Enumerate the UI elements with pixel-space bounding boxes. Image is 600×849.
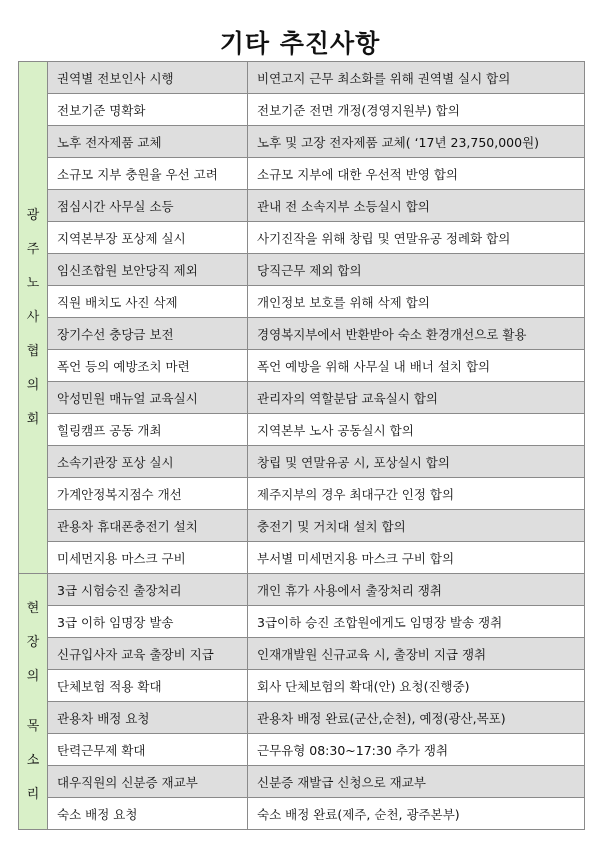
result-cell: 충전기 및 거치대 설치 합의: [248, 510, 585, 542]
table-row: [19, 414, 585, 446]
item-cell: 단체보험 적용 확대: [48, 670, 248, 702]
result-cell: 폭언 예방을 위해 사무실 내 배너 설치 합의: [248, 350, 585, 382]
table-row: [19, 382, 585, 414]
item-cell: 소속기관장 포상 실시: [48, 446, 248, 478]
result-cell: 관리자의 역할분담 교육실시 합의: [248, 382, 585, 414]
result-cell: 근무유형 08:30~17:30 추가 쟁취: [248, 734, 585, 766]
table-row: [19, 766, 585, 798]
item-cell: 악성민원 매뉴얼 교육실시: [48, 382, 248, 414]
section-label-char: 광: [26, 207, 40, 223]
item-cell: 3급 이하 임명장 발송: [48, 606, 248, 638]
item-cell: 권역별 전보인사 시행: [48, 62, 248, 94]
table-row: [19, 126, 585, 158]
section-label-field-voice: [19, 574, 48, 830]
result-cell: 3급이하 승진 조합원에게도 임명장 발송 쟁취: [248, 606, 585, 638]
section-label-char: 노: [26, 275, 40, 291]
item-cell: 노후 전자제품 교체: [48, 126, 248, 158]
result-cell: 인재개발원 신규교육 시, 출장비 지급 쟁취: [248, 638, 585, 670]
section-label-labor-council: [19, 62, 48, 574]
item-cell: 직원 배치도 사진 삭제: [48, 286, 248, 318]
table-row: [19, 478, 585, 510]
section-label-char: 주: [26, 241, 40, 257]
item-cell: 임신조합원 보안당직 제외: [48, 254, 248, 286]
result-cell: 비연고지 근무 최소화를 위해 권역별 실시 합의: [248, 62, 585, 94]
section-label-char: 목: [26, 718, 40, 734]
item-cell: 폭언 등의 예방조치 마련: [48, 350, 248, 382]
table-row: [19, 542, 585, 574]
result-cell: 신분증 재발급 신청으로 재교부: [248, 766, 585, 798]
result-cell: 개인 휴가 사용에서 출장처리 쟁취: [248, 574, 585, 606]
section-label-char: 현: [26, 600, 40, 616]
table-row: [19, 286, 585, 318]
table-row: [19, 62, 585, 94]
result-cell: 관내 전 소속지부 소등실시 합의: [248, 190, 585, 222]
result-cell: 부서별 미세먼지용 마스크 구비 합의: [248, 542, 585, 574]
table-row: [19, 254, 585, 286]
result-cell: 경영복지부에서 반환받아 숙소 환경개선으로 활용: [248, 318, 585, 350]
table-row: [19, 798, 585, 830]
table-row: [19, 446, 585, 478]
table-row: [19, 734, 585, 766]
result-cell: 지역본부 노사 공동실시 합의: [248, 414, 585, 446]
section-label-char: 의: [26, 377, 40, 393]
item-cell: 숙소 배정 요청: [48, 798, 248, 830]
item-cell: 전보기준 명확화: [48, 94, 248, 126]
item-cell: 3급 시험승진 출장처리: [48, 574, 248, 606]
table-row: [19, 94, 585, 126]
table-row: [19, 574, 585, 606]
item-cell: 가계안정복지점수 개선: [48, 478, 248, 510]
activities-table: [18, 61, 585, 830]
result-cell: 소규모 지부에 대한 우선적 반영 합의: [248, 158, 585, 190]
table-row: [19, 670, 585, 702]
item-cell: 탄력근무제 확대: [48, 734, 248, 766]
section-label-char: 소: [26, 752, 40, 768]
result-cell: 창립 및 연말유공 시, 포상실시 합의: [248, 446, 585, 478]
item-cell: 미세먼지용 마스크 구비: [48, 542, 248, 574]
table-row: [19, 350, 585, 382]
table-row: [19, 510, 585, 542]
result-cell: 회사 단체보험의 확대(안) 요청(진행중): [248, 670, 585, 702]
result-cell: 당직근무 제외 합의: [248, 254, 585, 286]
section-label-char: 장: [26, 634, 40, 650]
item-cell: 관용차 휴대폰충전기 설치: [48, 510, 248, 542]
result-cell: 관용차 배정 완료(군산,순천), 예정(광산,목포): [248, 702, 585, 734]
section-label-char: 사: [26, 309, 40, 325]
section-label-char: 회: [26, 411, 40, 427]
table-row: [19, 702, 585, 734]
item-cell: 힐링캠프 공동 개최: [48, 414, 248, 446]
table-row: [19, 606, 585, 638]
item-cell: 장기수선 충당금 보전: [48, 318, 248, 350]
section-label-char: 협: [26, 343, 40, 359]
table-row: [19, 638, 585, 670]
result-cell: 노후 및 고장 전자제품 교체( ‘17년 23,750,000원): [248, 126, 585, 158]
result-cell: 사기진작을 위해 창립 및 연말유공 정례화 합의: [248, 222, 585, 254]
item-cell: 지역본부장 포상제 실시: [48, 222, 248, 254]
section-label-char: 의: [26, 668, 40, 684]
item-cell: 신규입사자 교육 출장비 지급: [48, 638, 248, 670]
table-row: [19, 318, 585, 350]
result-cell: 제주지부의 경우 최대구간 인정 합의: [248, 478, 585, 510]
item-cell: 대우직원의 신분증 재교부: [48, 766, 248, 798]
result-cell: 숙소 배정 완료(제주, 순천, 광주본부): [248, 798, 585, 830]
item-cell: 점심시간 사무실 소등: [48, 190, 248, 222]
result-cell: 전보기준 전면 개정(경영지원부) 합의: [248, 94, 585, 126]
result-cell: 개인정보 보호를 위해 삭제 합의: [248, 286, 585, 318]
section-label-char: 리: [26, 786, 40, 802]
table-row: [19, 190, 585, 222]
table-row: [19, 222, 585, 254]
table-row: [19, 158, 585, 190]
page-title: 기타 추진사항: [219, 29, 381, 58]
item-cell: 소규모 지부 충원율 우선 고려: [48, 158, 248, 190]
section-label-char: [19, 694, 47, 710]
item-cell: 관용차 배정 요청: [48, 702, 248, 734]
